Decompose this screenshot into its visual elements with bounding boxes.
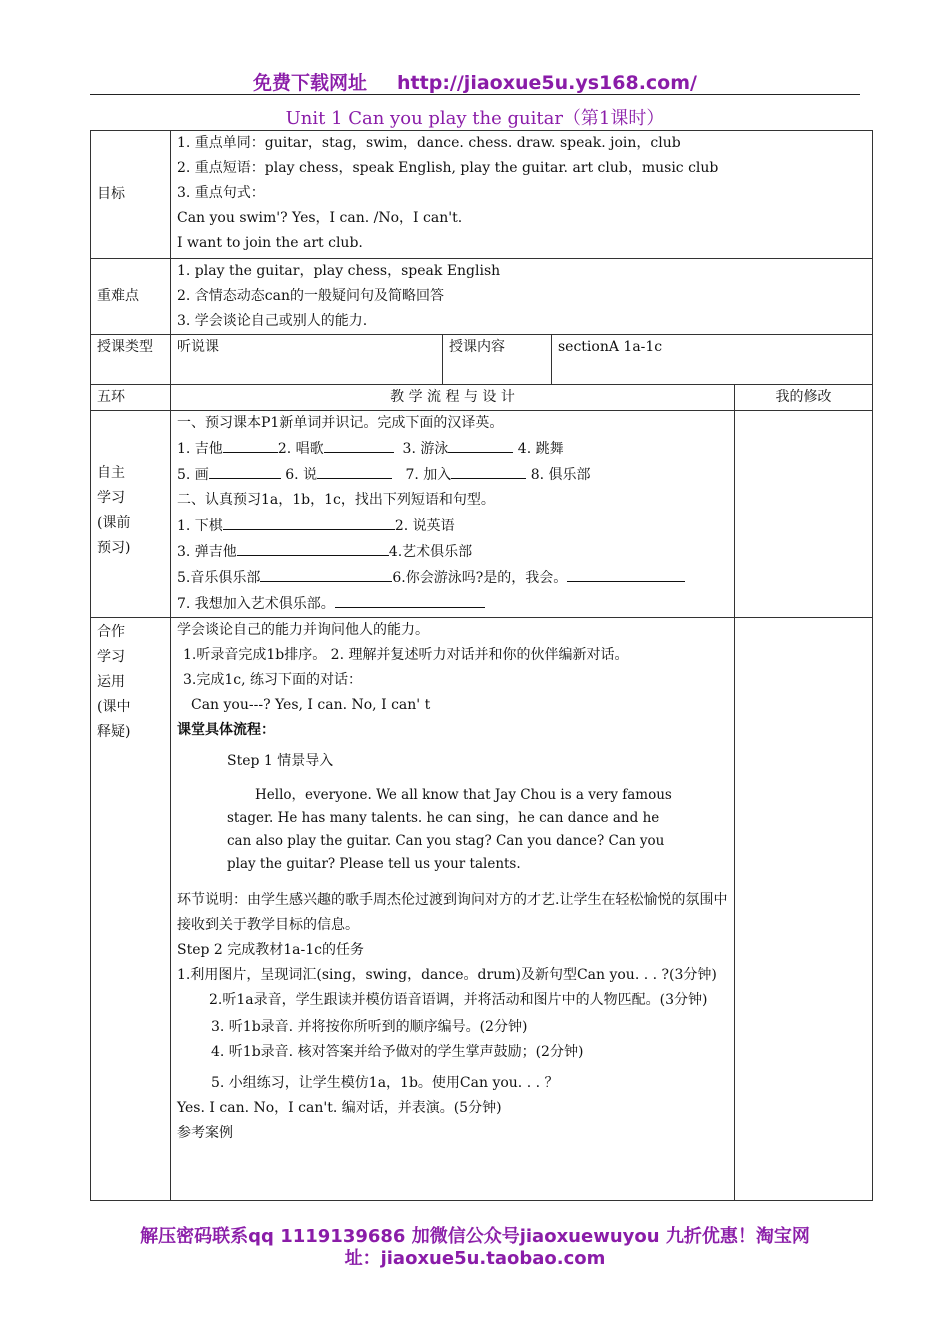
text-line: 学会谈论自己的能力并询问他人的能力。 bbox=[177, 622, 429, 638]
col-five-stages: 五环 bbox=[91, 385, 171, 411]
item: 1. 吉他 bbox=[177, 441, 223, 457]
text-line: 1.听录音完成1b排序。 2. 理解并复述听力对话并和你的伙伴编新对话。 bbox=[183, 647, 629, 663]
label-line: 运用 bbox=[97, 674, 125, 690]
item: 6. 说 bbox=[285, 467, 318, 483]
para-line: can also play the guitar. Can you stag? Can you dance? Can you bbox=[227, 833, 665, 849]
col-my-revision: 我的修改 bbox=[735, 385, 873, 411]
section-note: 环节说明：由学生感兴趣的歌手周杰伦过渡到询问对方的才艺.让学生在轻松愉悦的氛围中接收到关于教学目标的信息。 bbox=[177, 892, 728, 933]
blank[interactable] bbox=[324, 436, 394, 453]
word-row bbox=[177, 462, 728, 488]
goal-line: I want to join the art club. bbox=[177, 235, 363, 251]
phrase-row bbox=[177, 513, 728, 539]
blank[interactable] bbox=[260, 565, 392, 582]
cooperative-row bbox=[91, 618, 873, 1201]
item: 3. 弹吉他 bbox=[177, 544, 237, 560]
label-line: 释疑) bbox=[97, 724, 131, 740]
label-line: 学习 bbox=[97, 490, 125, 506]
type-row bbox=[91, 335, 873, 385]
revision-cell bbox=[735, 618, 873, 1201]
blank[interactable] bbox=[223, 513, 395, 530]
content-value: sectionA 1a-1c bbox=[552, 335, 873, 385]
step-item: Yes. I can. No，I can't. 编对话，并表演。(5分钟) bbox=[177, 1100, 502, 1116]
text-line: Can you---? Yes, I can. No, I can' t bbox=[191, 697, 431, 713]
label-line: 预习) bbox=[97, 540, 131, 556]
label-line: (课中 bbox=[97, 699, 131, 715]
cooperative-content bbox=[171, 618, 735, 1201]
step-item: 3. 听1b录音. 并将按你所听到的顺序编号。(2分钟) bbox=[211, 1019, 528, 1035]
step-item: 4. 听1b录音. 核对答案并给予做对的学生掌声鼓励；(2分钟) bbox=[211, 1044, 584, 1060]
item: 1. 下棋 bbox=[177, 518, 223, 534]
step-heading: Step 1 情景导入 bbox=[227, 753, 334, 769]
self-study-label bbox=[91, 411, 171, 618]
word-row bbox=[177, 436, 728, 462]
col-process: 教 学 流 程 与 设 计 bbox=[171, 385, 735, 411]
blank[interactable] bbox=[451, 462, 526, 479]
item: 6.你会游泳吗?是的，我会。 bbox=[392, 570, 568, 586]
instruction: 一、预习课本P1新单词并识记。完成下面的汉译英。 bbox=[177, 415, 504, 431]
blank[interactable] bbox=[335, 591, 485, 608]
flow-title: 课堂具体流程： bbox=[177, 722, 275, 738]
phrase-row bbox=[177, 591, 728, 617]
self-study-row bbox=[91, 411, 873, 618]
header-rule bbox=[90, 94, 860, 95]
difficulty-label: 重难点 bbox=[91, 259, 171, 335]
step-item: 1.利用图片，呈现词汇(sing，swing，dance。drum)及新句型Can you. . . ?(3分钟) bbox=[177, 967, 717, 983]
step-item: 参考案例 bbox=[177, 1125, 233, 1141]
item: 8. 俱乐部 bbox=[530, 467, 591, 483]
label-line: 合作 bbox=[97, 624, 125, 640]
blank[interactable] bbox=[448, 436, 513, 453]
item: 7. 加入 bbox=[405, 467, 452, 483]
header-url[interactable]: http://jiaoxue5u.ys168.com/ bbox=[397, 72, 697, 94]
document-title: Unit 1 Can you play the guitar（第1课时） bbox=[285, 108, 665, 129]
goal-label: 目标 bbox=[91, 131, 171, 259]
difficulty-line: 3. 学会谈论自己或别人的能力. bbox=[177, 313, 368, 329]
para-line: stager. He has many talents. he can sing，he can dance and he bbox=[227, 810, 660, 826]
item: 3. 游泳 bbox=[402, 441, 449, 457]
item: 4. 跳舞 bbox=[517, 441, 564, 457]
item: 5.音乐俱乐部 bbox=[177, 570, 261, 586]
label-line: 自主 bbox=[97, 465, 125, 481]
blank[interactable] bbox=[237, 539, 389, 556]
para-line: play the guitar? Please tell us your talents. bbox=[227, 856, 521, 872]
difficulty-content bbox=[171, 259, 873, 335]
item: 2. 说英语 bbox=[394, 518, 455, 534]
self-study-content bbox=[171, 411, 735, 618]
text-line: 3.完成1c, 练习下面的对话： bbox=[183, 672, 363, 688]
goal-line: Can you swim'? Yes，I can. /No，I can't. bbox=[177, 210, 463, 226]
blank[interactable] bbox=[567, 565, 685, 582]
item: 2. 唱歌 bbox=[277, 441, 324, 457]
phrase-row bbox=[177, 539, 728, 565]
intro-paragraph bbox=[177, 784, 728, 876]
para-line: Hello，everyone. We all know that Jay Chou is a very famous bbox=[255, 787, 672, 803]
blank[interactable] bbox=[209, 462, 281, 479]
type-label: 授课类型 bbox=[91, 335, 171, 385]
phrase-row bbox=[177, 565, 728, 591]
lesson-plan-table bbox=[90, 130, 873, 1201]
type-value: 听说课 bbox=[171, 335, 443, 385]
step-item: 2.听1a录音，学生跟读并模仿语音语调，并将活动和图片中的人物匹配。(3分钟) bbox=[209, 992, 708, 1008]
instruction: 二、认真预习1a，1b，1c，找出下列短语和句型。 bbox=[177, 492, 495, 508]
item: 4.艺术俱乐部 bbox=[388, 544, 473, 560]
difficulty-row bbox=[91, 259, 873, 335]
step-heading: Step 2 完成教材1a-1c的任务 bbox=[177, 942, 365, 958]
footer-line-1: 解压密码联系qq 1119139686 加微信公众号jiaoxuewuyou 九折优惠！淘宝网 bbox=[140, 1226, 810, 1247]
difficulty-line: 2. 含情态动态can的一般疑问句及简略回答 bbox=[177, 288, 445, 304]
item: 5. 画 bbox=[177, 467, 209, 483]
blank[interactable] bbox=[223, 436, 278, 453]
goal-content bbox=[171, 131, 873, 259]
footer-line-2[interactable]: 址：jiaoxue5u.taobao.com bbox=[344, 1248, 606, 1269]
header-link[interactable] bbox=[0, 68, 950, 95]
column-header-row bbox=[91, 385, 873, 411]
revision-cell bbox=[735, 411, 873, 618]
difficulty-line: 1. play the guitar，play chess，speak English bbox=[177, 263, 501, 279]
goal-line: 1. 重点单同：guitar，stag，swim，dance. chess. draw. speak. join，club bbox=[177, 135, 681, 151]
label-line: 学习 bbox=[97, 649, 125, 665]
blank[interactable] bbox=[317, 462, 392, 479]
goal-row bbox=[91, 131, 873, 259]
content-label: 授课内容 bbox=[443, 335, 552, 385]
goal-line: 3. 重点句式： bbox=[177, 185, 265, 201]
cooperative-label bbox=[91, 618, 171, 1201]
goal-line: 2. 重点短语：play chess，speak English, play the guitar. art club，music club bbox=[177, 160, 719, 176]
label-line: (课前 bbox=[97, 515, 131, 531]
header-text: 免费下载网址 bbox=[253, 72, 368, 94]
item: 7. 我想加入艺术俱乐部。 bbox=[177, 596, 335, 612]
step-item: 5. 小组练习，让学生模仿1a，1b。使用Can you. . . ？ bbox=[211, 1075, 559, 1091]
